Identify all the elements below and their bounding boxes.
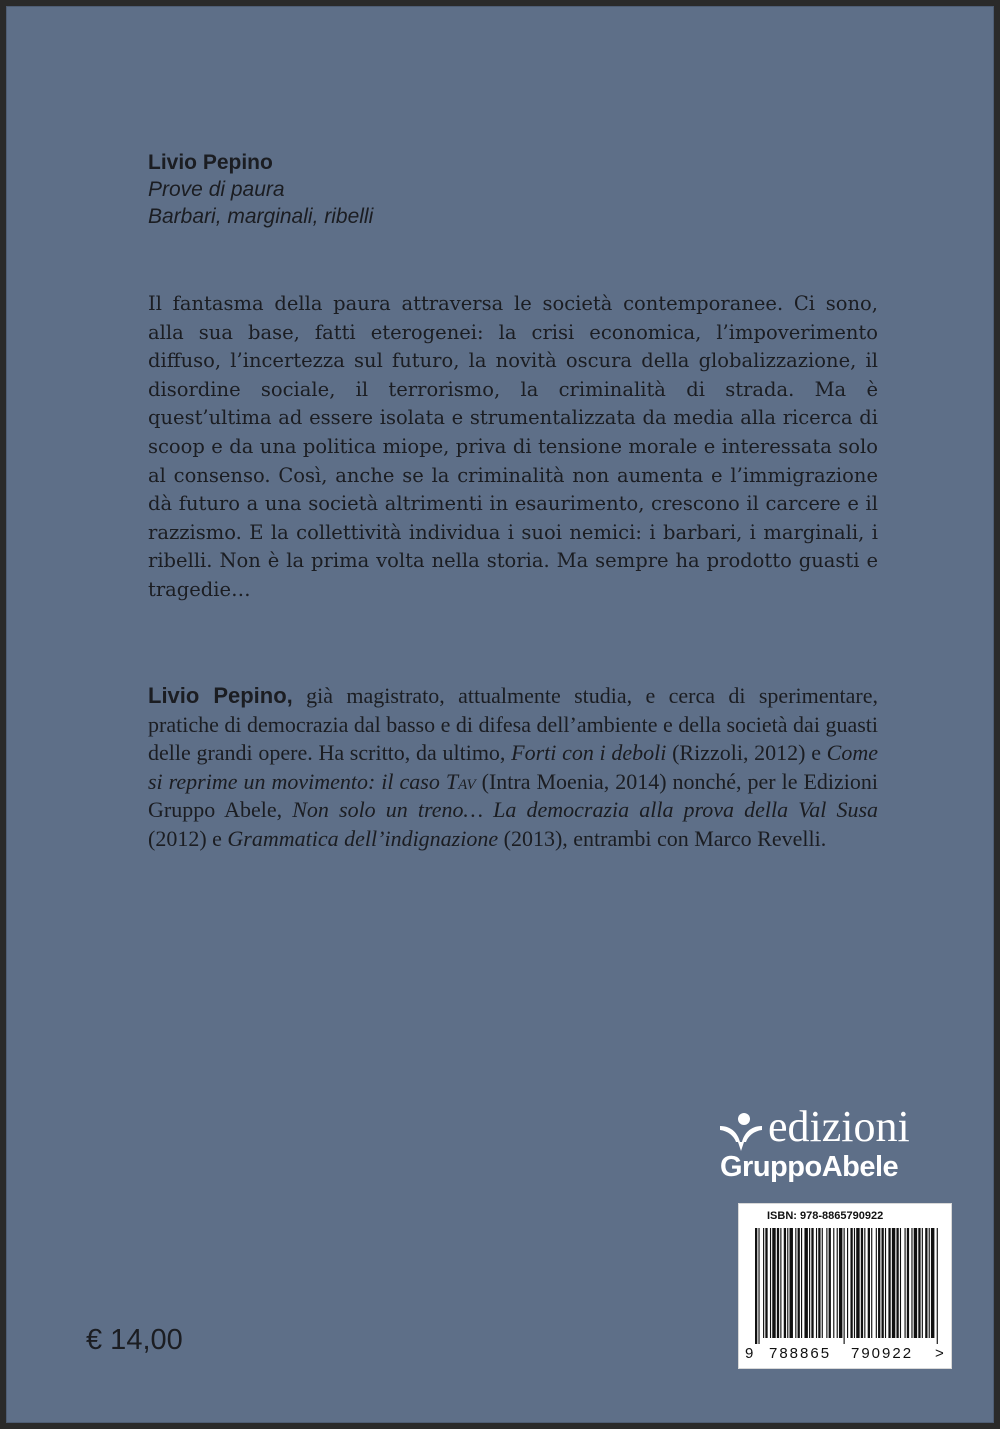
barcode-right-digits: 790922: [851, 1345, 914, 1362]
bio-book-title: Grammatica dell’indignazione: [227, 825, 499, 851]
bio-book-title: Forti con i deboli: [511, 740, 667, 766]
barcode-left-digits: 788865: [769, 1345, 832, 1362]
barcode-bar: [888, 1228, 890, 1338]
barcode-bar: [882, 1228, 884, 1338]
barcode-quiet-mark: >: [935, 1345, 944, 1362]
price: € 14,00: [86, 1324, 183, 1356]
barcode-bar: [885, 1228, 886, 1338]
barcode-bar: [787, 1228, 788, 1338]
publisher-logo: [718, 1102, 948, 1192]
barcode-bar: [922, 1228, 923, 1338]
publisher-name-line2: GruppoAbele: [720, 1151, 899, 1183]
barcode-bar: [871, 1228, 872, 1338]
barcode-bar: [864, 1228, 865, 1338]
barcode-bar: [816, 1228, 817, 1338]
author-bio: [148, 682, 878, 854]
barcode-bar: [878, 1228, 880, 1338]
barcode-bar: [914, 1228, 917, 1338]
barcode-digits: [739, 1345, 951, 1365]
book-subtitle: Barbari, marginali, ribelli: [148, 205, 374, 228]
barcode-bar: [905, 1228, 906, 1338]
barcode-bars: [743, 1228, 947, 1344]
book-header: [148, 149, 888, 230]
barcode-bar: [876, 1228, 877, 1338]
book-blurb: Il fantasma della paura attraversa le società contemporanee. Ci sono, alla sua base, fatti eterogenei: la crisi economica, l’impoverimento diffuso, l’incertezza sul futuro, la novità oscura della globalizzazione, il disordine sociale, il terrorismo, la criminalità di strada. Ma è quest’ultima ad essere isolata e strumentalizzata da media alla ricerca di scoop e da una politica miope, priva di tensione morale e interessata solo al consenso. Così, anche se la criminalità non aumenta e l’immigrazione dà futuro a una società altrimenti in esaurimento, crescono il carcere e il razzismo. E la collettività individua i suoi nemici: i barbari, i marginali, i ribelli. Non è la prima volta nella storia. Ma sempre ha prodotto guasti e tragedie…: [148, 292, 878, 601]
barcode-bar: [755, 1228, 757, 1344]
barcode-bar: [795, 1228, 796, 1338]
barcode-bar: [847, 1228, 848, 1338]
barcode-bar: [892, 1228, 895, 1338]
bio-book-title: Come si reprime un movimento: il caso: [148, 740, 878, 794]
barcode-first-digit: 9: [745, 1345, 754, 1362]
publisher-name-line1: edizioni: [768, 1102, 910, 1151]
isbn-label: ISBN: 978-8865790922: [767, 1210, 884, 1222]
barcode-bar: [844, 1228, 845, 1344]
barcode-bar: [809, 1228, 810, 1338]
back-cover: [6, 6, 994, 1423]
barcode-bar: [765, 1228, 767, 1338]
bio-text: (Intra Moenia, 2014) nonché, per le Edizioni Gruppo Abele,: [148, 768, 879, 823]
barcode-bar: [758, 1228, 759, 1344]
barcode-bar: [822, 1228, 823, 1338]
barcode-bar: [925, 1228, 927, 1338]
barcode-bar: [826, 1228, 827, 1338]
barcode-bar: [784, 1228, 786, 1338]
barcode-bar: [850, 1228, 852, 1338]
barcode-bar: [772, 1228, 775, 1338]
bio-text: già magistrato, attualmente studia, e cerca di sperimentare, pratiche di democrazia dal basso e di difesa dell’ambiente e della società dai guasti delle grandi opere. Ha scritto, da ultimo,: [148, 683, 878, 766]
barcode-bar: [856, 1228, 859, 1338]
barcode-bar: [804, 1228, 807, 1338]
barcode-bar: [839, 1228, 842, 1338]
barcode-bar: [868, 1228, 870, 1338]
barcode-bar: [896, 1228, 898, 1338]
barcode-bar: [861, 1228, 863, 1338]
barcode-bar: [770, 1228, 771, 1338]
barcode-bar: [829, 1228, 831, 1338]
barcode-bar: [837, 1228, 838, 1338]
barcode-bar: [929, 1228, 930, 1338]
barcode-bar: [790, 1228, 793, 1338]
bio-text: (Rizzoli, 2012) e: [666, 740, 827, 766]
barcode-bar: [931, 1228, 934, 1338]
barcode-bar: [900, 1228, 901, 1338]
barcode-bar: [937, 1228, 938, 1344]
barcode-bar: [780, 1228, 781, 1338]
isbn-barcode: [738, 1203, 952, 1369]
barcode-bar: [854, 1228, 855, 1338]
book-title: Prove di paura: [148, 178, 285, 201]
barcode-bar: [798, 1228, 800, 1338]
barcode-bar: [833, 1228, 834, 1338]
bio-author-name: Livio Pepino,: [148, 683, 293, 708]
barcode-bar: [777, 1228, 779, 1338]
bio-text: (2013), entrambi con Marco Revelli.: [498, 825, 827, 851]
barcode-bar: [818, 1228, 820, 1338]
barcode-bar: [763, 1228, 764, 1338]
publisher-mark-icon: [718, 1112, 764, 1152]
barcode-bar: [811, 1228, 813, 1338]
barcode-bar: [801, 1228, 802, 1338]
barcode-bar: [907, 1228, 909, 1338]
bio-book-title-acronym: Tav: [445, 768, 476, 794]
bio-book-title: Non solo un treno… La democrazia alla prova della Val Susa: [292, 797, 879, 823]
author-name: Livio Pepino: [148, 151, 273, 174]
barcode-bar: [911, 1228, 912, 1338]
bio-text: (2012) e: [148, 825, 228, 851]
barcode-bar: [918, 1228, 920, 1338]
